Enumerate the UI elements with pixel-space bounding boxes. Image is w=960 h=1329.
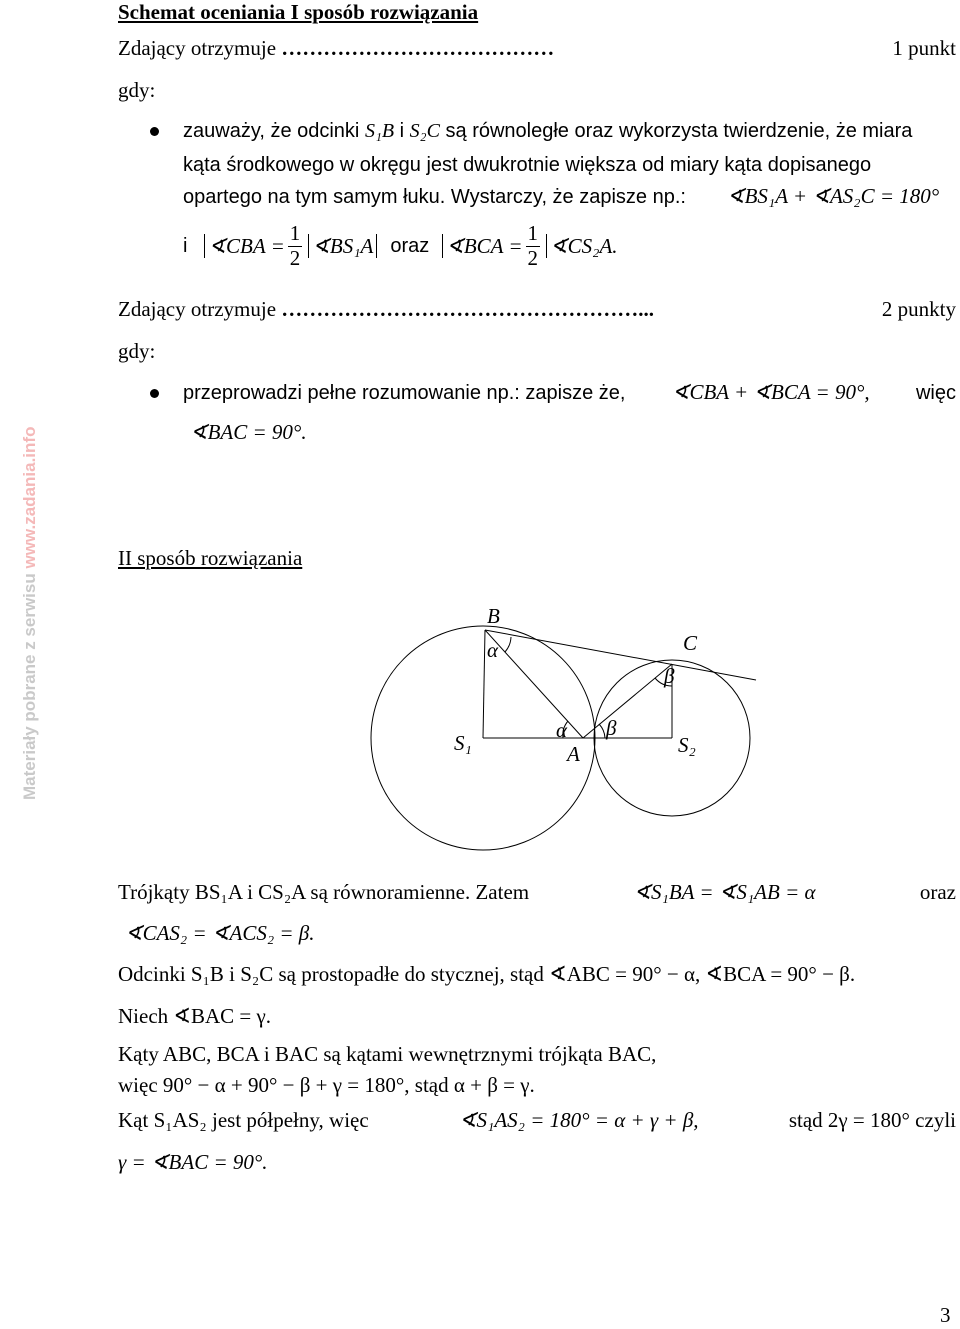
eq2-left: ∢CBA =: [208, 233, 285, 258]
arc-alpha-b: [505, 637, 511, 652]
bullet2-eq: ∢CBA + ∢BCA = 90°,: [671, 380, 870, 404]
label-S2: S₂: [678, 733, 696, 757]
bullet2-line2: ∢BAC = 90°.: [190, 420, 307, 444]
gdy2: gdy:: [118, 339, 156, 363]
bullet2-text-a: przeprowadzi pełne rozumowanie np.: zapisze że,: [183, 382, 626, 404]
eq2-right: ∢BS₁A: [312, 233, 374, 258]
score2-suffix: 2 punkty: [881, 297, 956, 321]
bullet1-text-b: są równoległe oraz wykorzysta twierdzenie, że miara: [439, 120, 913, 142]
bullet1-text-a: zauważy, że odcinki: [183, 120, 365, 142]
watermark-prefix: Materiały pobrane z serwisu: [20, 568, 39, 800]
bullet2-text-b: więc: [915, 382, 956, 404]
label-beta-a: β: [606, 716, 617, 740]
s2-para2: ∢CAS₂ = ∢ACS₂ = β.: [125, 921, 315, 945]
score1-dots: …………………………………: [281, 36, 555, 60]
segment-b-a: [485, 630, 583, 738]
s2-para8: γ = ∢BAC = 90°.: [118, 1150, 268, 1174]
watermark-site: www.zadania.info: [20, 426, 39, 569]
bullet1-i-word: i: [183, 234, 188, 257]
eq3-fraction: $\frac{1}{2}$: [527, 221, 539, 270]
s2-para3: Odcinki S₁B i S₂C są prostopadłe do stycznej, stąd ∢ABC = 90° − α, ∢BCA = 90° − β.: [118, 962, 856, 986]
s2-para4: Niech ∢BAC = γ.: [118, 1004, 272, 1028]
s2-p7-text: Kąt S₁AS₂ jest półpełny, więc: [118, 1108, 369, 1132]
label-alpha-b: α: [487, 638, 499, 662]
segment-s1-b: [483, 630, 485, 738]
s2-p1-text: Trójkąty BS₁A i CS₂A są równoramienne. Zatem: [118, 880, 530, 904]
bullet1-s2c: S₂C: [409, 120, 440, 142]
score2-prefix: Zdający otrzymuje: [118, 297, 282, 321]
s2-p7-text-b: stąd 2γ = 180° czyli: [788, 1108, 956, 1132]
arc-beta-a: [599, 724, 605, 738]
label-A: A: [567, 742, 580, 766]
page-number: 3: [940, 1303, 951, 1327]
section2-title: II sposób rozwiązania: [118, 546, 303, 570]
bullet1-line2: kąta środkowego w okręgu jest dwukrotnie większa od miary kąta dopisanego: [183, 154, 872, 176]
eq2-fraction: $\frac{1}{2}$: [289, 221, 301, 270]
score1-prefix: Zdający otrzymuje: [118, 36, 282, 60]
label-S1: S₁: [454, 731, 472, 755]
s2-p1-oraz: oraz: [919, 880, 956, 904]
oraz-word: oraz: [390, 234, 430, 257]
s2-para1: [118, 880, 956, 905]
eq3-right: ∢CS₂A.: [550, 233, 618, 258]
label-beta-c: β: [664, 664, 675, 688]
tangent-line: [485, 630, 756, 680]
bullet1-s1b: S₁B: [364, 120, 395, 142]
s2-para6: więc 90° − α + 90° − β + γ = 180°, stąd α + β = γ.: [118, 1073, 535, 1097]
label-C: C: [683, 631, 698, 655]
bullet1-eq1: ∢BS₁A + ∢AS₂C = 180°: [727, 184, 940, 208]
label-B: B: [487, 604, 500, 628]
s2-para7: [118, 1108, 956, 1133]
score2-dots: ……………………………………………...: [281, 297, 655, 321]
eq3-left: ∢BCA =: [446, 233, 523, 258]
gdy1: gdy:: [118, 78, 156, 102]
s2-p7-eq: ∢S₁AS₂ = 180° = α + γ + β,: [458, 1108, 699, 1132]
bullet1-i: i: [394, 120, 410, 142]
s2-p1-eq: ∢S₁BA = ∢S₁AB = α: [633, 880, 816, 904]
score1-suffix: 1 punkt: [892, 36, 956, 60]
section1-title: Schemat oceniania I sposób rozwiązania: [118, 0, 479, 24]
bullet1-line3: opartego na tym samym łuku. Wystarczy, że zapisze np.:: [183, 186, 686, 208]
label-alpha-a: α: [556, 718, 568, 742]
segment-a-c: [583, 664, 675, 738]
s2-para5: Kąty ABC, BCA i BAC są kątami wewnętrznymi trójkąta BAC,: [118, 1042, 657, 1066]
